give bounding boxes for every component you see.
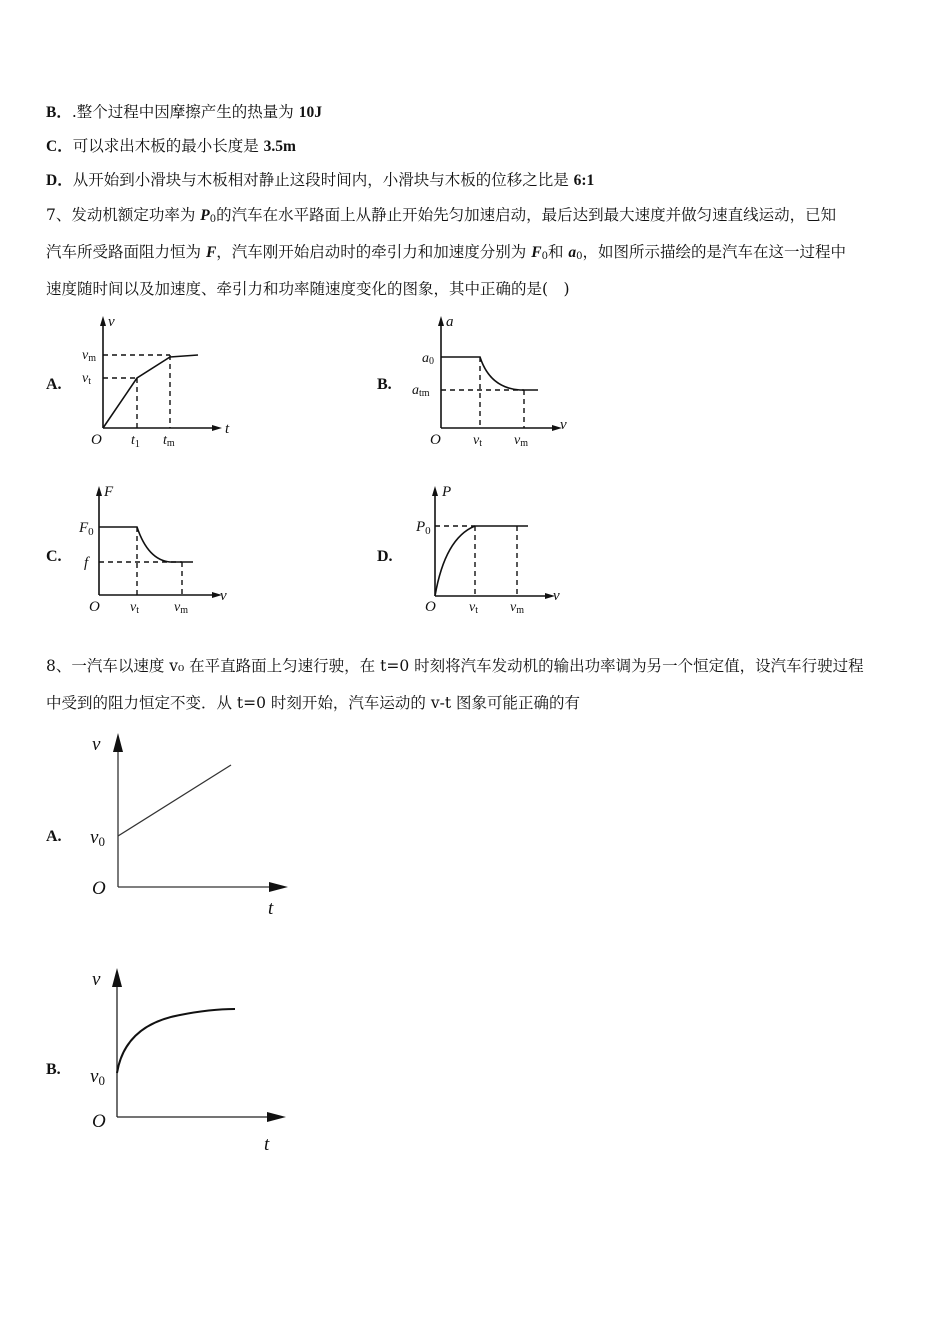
prev-option-c: C．可以求出木板的最小长度是 3.5m xyxy=(46,137,296,155)
q7-option-d-graph xyxy=(400,478,570,618)
q7-option-b-label: B. xyxy=(377,376,392,393)
q8-stem-line2: 中受到的阻力恒定不变．从 t=0 时刻开始，汽车运动的 v-t 图象可能正确的有 xyxy=(46,694,581,712)
svg-text:t: t xyxy=(268,898,274,919)
prev-option-b: B．.整个过程中因摩擦产生的热量为 10J xyxy=(46,103,322,121)
svg-text:vt: vt xyxy=(469,600,478,616)
q8-option-a-graph xyxy=(80,730,300,920)
svg-text:v: v xyxy=(220,588,227,604)
q7-stem-line1: 7、发动机额定功率为 $P_0$的汽车在水平路面上从静止开始先匀加速启动，最后达到最大速度并做匀速直线运动，已知 xyxy=(46,206,837,225)
svg-text:v: v xyxy=(560,417,567,433)
svg-text:vt: vt xyxy=(130,600,139,616)
svg-text:t: t xyxy=(225,421,230,437)
svg-text:atm: atm xyxy=(412,383,430,399)
q8-option-b-label: B. xyxy=(46,1061,61,1078)
svg-text:a0: a0 xyxy=(422,351,434,367)
q7-option-a-label: A. xyxy=(46,376,62,393)
prev-option-d: D．从开始到小滑块与木板相对静止这段时间内，小滑块与木板的位移之比是 6:1 xyxy=(46,171,595,189)
svg-text:O: O xyxy=(91,432,102,448)
q8-stem-line1: 8、一汽车以速度 v₀ 在平直路面上匀速行驶，在 t=0 时刻将汽车发动机的输出功率调为另一个恒定值，设汽车行驶过程 xyxy=(46,657,864,675)
svg-text:f: f xyxy=(84,555,89,571)
svg-text:tm: tm xyxy=(163,433,175,449)
svg-text:v: v xyxy=(108,314,115,330)
svg-text:P: P xyxy=(442,484,452,500)
svg-text:v0: v0 xyxy=(90,1066,105,1088)
q8-option-a-label: A. xyxy=(46,828,62,845)
svg-text:O: O xyxy=(92,1111,106,1132)
q7-stem-line2: 汽车所受路面阻力恒为 F，汽车刚开始启动时的牵引力和加速度分别为 $F_0$和 $a_0$，如图所示描绘的是汽车在这一过程中 xyxy=(46,243,847,262)
svg-text:vt: vt xyxy=(82,371,91,387)
svg-text:O: O xyxy=(425,599,436,615)
q7-option-d-label: D. xyxy=(377,548,393,565)
svg-text:vm: vm xyxy=(514,433,528,449)
q7-option-b-graph xyxy=(400,310,580,455)
svg-text:vt: vt xyxy=(473,433,482,449)
svg-text:t1: $t_1$ xyxy=(131,433,140,450)
svg-text:O: O xyxy=(92,878,106,899)
svg-text:O: O xyxy=(89,599,100,615)
svg-text:t: t xyxy=(264,1134,270,1155)
q7-option-c-graph xyxy=(70,478,240,618)
svg-text:O: O xyxy=(430,432,441,448)
svg-text:vm: vm xyxy=(510,600,524,616)
svg-text:v: v xyxy=(92,734,101,755)
svg-text:a: a xyxy=(446,314,454,330)
q7-option-c-label: C. xyxy=(46,548,62,565)
svg-text:vm: vm xyxy=(174,600,188,616)
q8-option-b-graph xyxy=(80,965,300,1155)
q7-stem-line3: 速度随时间以及加速度、牵引力和功率随速度变化的图象，其中正确的是( ) xyxy=(46,280,570,298)
svg-text:v0: v0 xyxy=(90,827,105,849)
q7-option-a-graph xyxy=(70,310,240,455)
svg-text:F: F xyxy=(104,484,114,500)
svg-text:v: v xyxy=(92,969,101,990)
svg-text:vm: vm xyxy=(82,348,96,364)
svg-text:v: v xyxy=(553,588,560,604)
svg-text:P0: $P_0$ xyxy=(416,519,431,537)
svg-text:F0: $F_0$ xyxy=(79,520,94,538)
